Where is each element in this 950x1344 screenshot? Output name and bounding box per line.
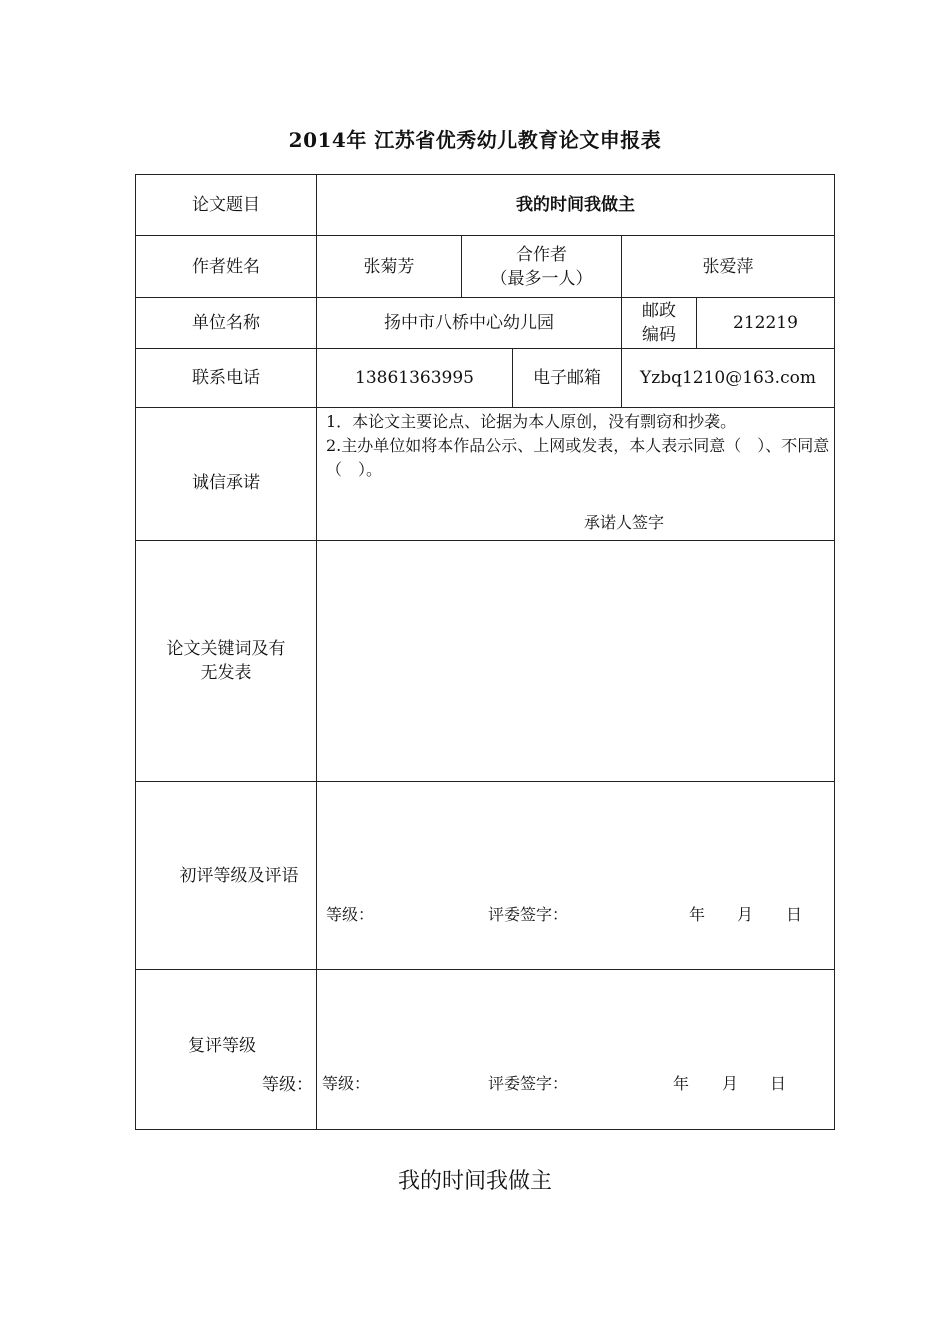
initial-day-label: 日 <box>786 905 803 924</box>
initial-year-label: 年 <box>689 905 706 924</box>
phone-value: 13861363995 <box>355 368 474 388</box>
paper-title-label: 论文题目 <box>192 195 260 215</box>
second-review-label: 复评等级 <box>188 1036 256 1056</box>
second-day-label: 日 <box>770 1074 787 1093</box>
author-value: 张菊芳 <box>363 256 415 277</box>
keywords-label-line2: 无发表 <box>200 663 252 683</box>
unit-label: 单位名称 <box>192 313 260 333</box>
second-review-grade-caption: 等级： <box>262 1075 313 1095</box>
phone-label: 联系电话 <box>192 368 260 388</box>
coauthor-label-line1: 合作者 <box>516 244 567 265</box>
second-year-label: 年 <box>673 1074 690 1093</box>
article-title: 我的时间我做主 <box>397 1169 552 1194</box>
postal-label <box>622 298 696 348</box>
pledge-signature-label: 承诺人签字 <box>584 513 665 532</box>
email-value: Yzbq1210@163.com <box>640 368 816 388</box>
pledge-text <box>326 410 831 482</box>
pledge-line-2: 2.主办单位如将本作品公示、上网或发表，本人表示同意（ ）、不同意（ ）。 <box>326 436 830 479</box>
keywords-label-line1: 论文关键词及有 <box>166 639 286 659</box>
postal-value: 212219 <box>733 313 798 333</box>
unit-value: 扬中市八桥中心幼儿园 <box>384 313 554 333</box>
initial-review-label: 初评等级及评语 <box>179 865 299 886</box>
paper-title-value: 我的时间我做主 <box>516 195 635 215</box>
pledge-line-1: 1．本论文主要论点、论据为本人原创，没有剽窃和抄袭。 <box>326 412 737 431</box>
coauthor-value: 张爱萍 <box>702 256 754 277</box>
row-divider <box>135 969 835 970</box>
coauthor-label-line2: （最多一人） <box>490 268 593 289</box>
keywords-field[interactable] <box>317 541 834 781</box>
second-judge-signature-label: 评委签字： <box>488 1074 569 1093</box>
second-month-label: 月 <box>722 1074 739 1093</box>
pledge-label: 诚信承诺 <box>192 473 260 493</box>
initial-judge-signature-label: 评委签字： <box>488 905 569 924</box>
initial-grade-label: 等级： <box>326 905 375 924</box>
coauthor-label <box>462 236 621 297</box>
postal-label-line2: 编码 <box>642 325 676 345</box>
email-label: 电子邮箱 <box>533 368 601 388</box>
second-grade-label: 等级： <box>322 1074 371 1093</box>
keywords-label <box>136 541 316 781</box>
initial-month-label: 月 <box>737 905 754 924</box>
postal-label-line1: 邮政 <box>642 301 676 321</box>
author-label: 作者姓名 <box>192 256 260 277</box>
page-title: 2014年 江苏省优秀幼儿教育论文申报表 <box>288 128 662 152</box>
